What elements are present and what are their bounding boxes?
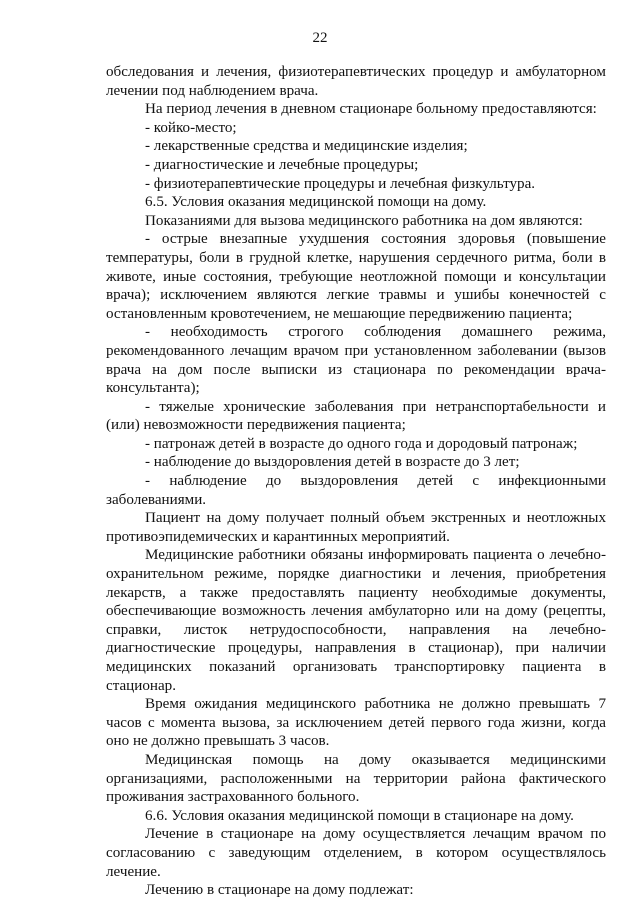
paragraph-home-hospital-subject: Лечению в стационаре на дому подлежат: xyxy=(145,882,414,899)
paragraph-staff-obligations: Медицинские работники обязаны информировать пациента о лечебно-охранительном режиме, порядке диагностики и лечения, приобретения лекарств, а также предоставлять пациенту необходимые документы, обеспечивающие возможность лечения амбулаторно или на дому (рецепты, справки, листок нетрудоспособности, направления на лечебно-диагностические процедуры, направления в стационар), при наличии медицинских показаний организовать транспортировку пациента в стационар. xyxy=(106,547,606,694)
paragraph-home-hospital-treatment: Лечение в стационаре на дому осуществляется лечащим врачом по согласованию с заведующим отделением, в котором осуществлялось лечение. xyxy=(106,826,606,880)
page-body xyxy=(106,63,606,900)
list-item-medicines: - лекарственные средства и медицинские изделия; xyxy=(145,138,468,155)
section-heading-6-5: 6.5. Условия оказания медицинской помощи на дому. xyxy=(145,194,487,211)
list-item-infectious-children: - наблюдение до выздоровления детей с инфекционными заболеваниями. xyxy=(106,473,606,508)
list-item-home-regime: - необходимость строгого соблюдения домашнего режима, рекомендованного лечащим врачом при установленном заболевании (вызов врача на дом после выписки из стационара по рекомендации врача-консультанта); xyxy=(106,324,606,397)
list-item-patronage: - патронаж детей в возрасте до одного года и дородовый патронаж; xyxy=(145,435,578,452)
paragraph-full-scope: Пациент на дому получает полный объем экстренных и неотложных противоэпидемических и карантинных мероприятий. xyxy=(106,510,606,545)
list-item-procedures: - диагностические и лечебные процедуры; xyxy=(145,156,419,173)
list-item-chronic-diseases: - тяжелые хронические заболевания при нетранспортабельности и (или) невозможности передвижения пациента; xyxy=(106,398,606,434)
list-item-children-under-3: - наблюдение до выздоровления детей в возрасте до 3 лет; xyxy=(145,454,520,471)
paragraph-home-care-providers: Медицинская помощь на дому оказывается медицинскими организациями, расположенными на территории района фактического проживания застрахованного больного. xyxy=(106,751,606,806)
paragraph-day-hospital-intro: На период лечения в дневном стационаре больному предоставляются: xyxy=(145,101,597,118)
paragraph-waiting-time: Время ожидания медицинского работника не должно превышать 7 часов с момента вызова, за исключением детей первого года жизни, когда оно не должно превышать 3 часов. xyxy=(106,696,606,750)
paragraph-continuation: обследования и лечения, физиотерапевтических процедур и амбулаторном лечении под наблюдением врача. xyxy=(106,64,606,99)
list-item-acute-deterioration: - острые внезапные ухудшения состояния здоровья (повышение температуры, боли в грудной клетке, нарушения сердечного ритма, боли в животе, иные состояния, требующие неотложной помощи и консультации врача); исключением являются легкие травмы и ушибы конечностей с остановленным кровотечением, не мешающие передвижению пациента; xyxy=(106,231,606,322)
list-item-physiotherapy: - физиотерапевтические процедуры и лечебная физкультура. xyxy=(145,175,536,192)
page-number: 22 xyxy=(312,30,328,46)
list-item-bed: - койко-место; xyxy=(145,119,237,136)
section-heading-6-6: 6.6. Условия оказания медицинской помощи в стационаре на дому. xyxy=(145,807,574,824)
paragraph-home-call-indications: Показаниями для вызова медицинского работника на дом являются: xyxy=(145,212,583,229)
